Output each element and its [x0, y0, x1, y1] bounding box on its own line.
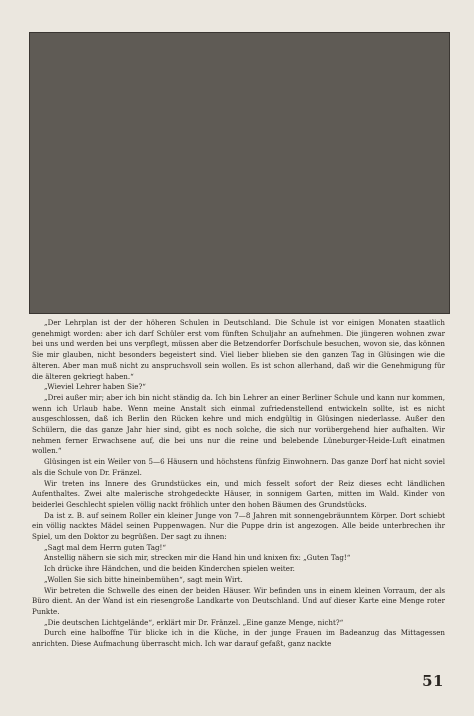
paragraph: Glüsingen ist ein Weiler von 5—6 Häusern und höchstens fünfzig Einwohnern. Das ganze Dorf hat nicht soviel als die Schule von Dr. Fränzel. — [32, 457, 445, 477]
paragraph: Durch eine halboffne Tür blicke ich in die Küche, in der junge Frauen im Badeanzug das Mittagessen anrichten. Diese Aufmachung überrascht mich. Ich war darauf gefaßt, ganz nackte — [32, 628, 445, 649]
paragraph: Wir treten ins Innere des Grundstückes ein, und mich fesselt sofort der Reiz dieses echt ländlichen Aufenthaltes. Zwei alte malerische strohgedeckte Häuser, in sonnigem Garten, mitten im Wald. Kinder von beiderlei Geschlecht spielen völlig nackt fröhlich unter den hohen Bäumen des Grundstücks. — [32, 478, 445, 509]
paragraph: Anstellig nähern sie sich mir, strecken mir die Hand hin und knixen fix: „Guten Tag!“ — [44, 553, 351, 563]
paragraph: Wir betreten die Schwelle des einen der beiden Häuser. Wir befinden uns in einem kleinen Vorraum, der als Büro dient. An der Wand ist ein riesengroße Landkarte von Deutschland. Und auf dieser Karte eine Menge roter Punkte. — [32, 585, 445, 616]
paragraph: „Der Lehrplan ist der der höheren Schulen in Deutschland. Die Schule ist vor einigen Monaten staatlich genehmigt worden: aber ich darf Schüler erst vom fünften Schuljahr an aufnehmen. Die jüngeren wohnen zwar bei uns und werden bei uns verpflegt, müssen aber die Betzendorfer Dorfschule besuchen, wovon sie, das können Sie mir glauben, nicht besonders begeistert sind. Viel lieber blieben sie den ganzen Tag in Glüsingen wie die älteren. Aber man muß nicht zu anspruchsvoll sein wollen. Es ist schon allerhand, daß wir die Genehmigung für die älteren gekriegt haben.“ — [32, 318, 445, 381]
paragraph: „Wollen Sie sich bitte hineinbemühen“, sagt mein Wirt. — [44, 574, 243, 584]
page-number: 51 — [422, 672, 444, 690]
paragraph: Da ist z. B. auf seinem Roller ein kleiner Junge von 7—8 Jahren mit sonnengebräunntem Körper. Dort schiebt ein völlig nacktes Mädel seinen Puppenwagen. Nur die Puppe drin ist angezogen. Alle beide unterbrechen ihr Spiel, um den Doktor zu begrüßen. Der sagt zu ihnen: — [32, 510, 445, 542]
paragraph: „Sagt mal dem Herrn guten Tag!“ — [44, 542, 167, 552]
paragraph: „Die deutschen Lichtgelände“, erklärt mir Dr. Fränzel. „Eine ganze Menge, nicht?“ — [44, 617, 344, 627]
paragraph: „Drei außer mir; aber ich bin nicht ständig da. Ich bin Lehrer an einer Berliner Schule und kann nur kommen, wenn ich Urlaub habe. Wenn meine Anstalt sich einmal zufriedenstellend entwickeln sollte, ist es nicht ausgeschlossen, daß ich Berlin den Rücken kehre und mich endgültig in Glüsingen niederlasse. Außer den Schülern, die das ganze Jahr hier sind, gibt es noch solche, die sich nur vorübergehend hier aufhalten. Wir nehmen ferner Erwachsene auf, die bei uns nur die reine und belebende Lüneburger-Heide-Luft einatmen wollen.“ — [32, 392, 445, 456]
paragraph: „Wieviel Lehrer haben Sie?“ — [44, 382, 146, 392]
paragraph: Ich drücke ihre Händchen, und die beiden Kinderchen spielen weiter. — [44, 564, 295, 574]
body-text — [32, 318, 445, 650]
photograph — [29, 32, 450, 314]
